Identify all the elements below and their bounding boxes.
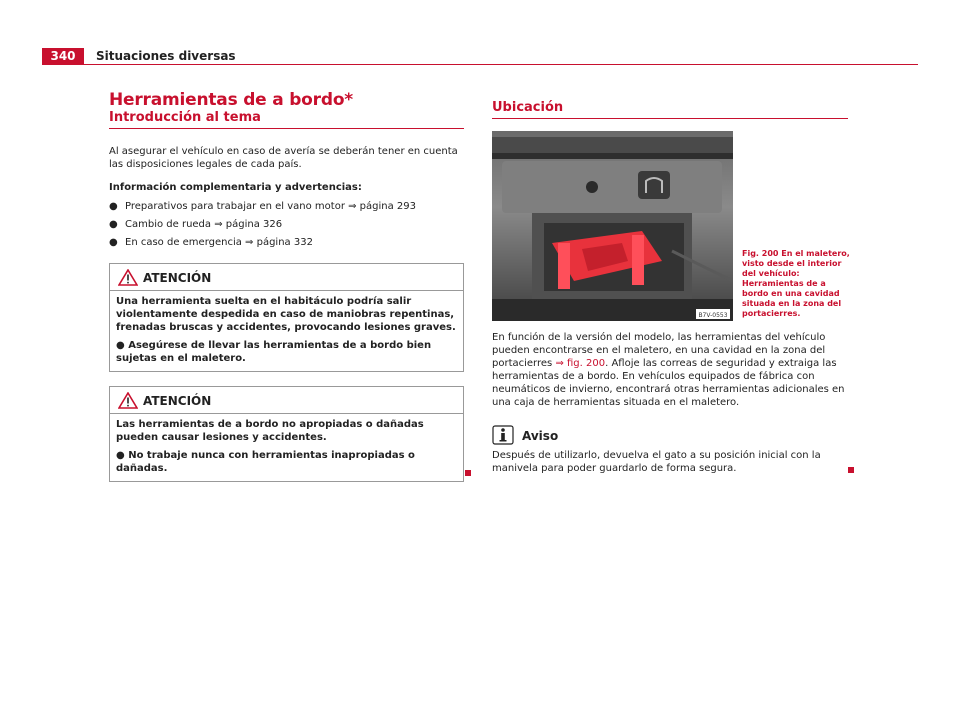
warning-bullet: ● No trabaje nunca con herramientas inapropiadas o dañadas. [116,450,415,474]
warning-box-2 [109,386,464,482]
section-title: Situaciones diversas [96,49,236,63]
list-item[interactable]: ● En caso de emergencia ⇒ página 332 [109,237,313,248]
warning-title: ATENCIÓN [143,271,212,285]
warning-text: Una herramienta suelta en el habitáculo podría salir violentamente despedida en caso de maniobras repentinas, frenadas bruscas y accidentes, provocando lesiones graves. [116,296,456,333]
intro-heading: Introducción al tema [109,110,464,129]
intro-paragraph: Al asegurar el vehículo en caso de avería se deberán tener en cuenta las disposiciones legales de cada país. [109,146,458,170]
bullet-icon: ● [109,219,118,230]
list-item[interactable]: ● Cambio de rueda ⇒ página 326 [109,219,283,230]
note-paragraph: Después de utilizarlo, devuelva el gato a su posición inicial con la manivela para poder guardarlo de forma segura. [492,450,821,474]
section-end-mark [848,467,854,473]
right-column [492,100,848,475]
warning-body [110,291,463,371]
bullet-icon: ● [109,237,118,248]
page-number: 340 [42,48,84,65]
warning-body [110,414,463,481]
figure-caption [742,249,850,319]
location-heading: Ubicación [492,100,848,119]
warning-header [110,387,463,414]
figure-code: B7V-0553 [698,312,728,319]
list-item[interactable]: ● Preparativos para trabajar en el vano motor ⇒ página 293 [109,201,417,212]
figure-reference-link[interactable]: ⇒ fig. 200 [555,358,606,369]
trunk-tools-image [492,131,733,321]
warning-header [110,264,463,291]
note-title: Aviso [522,429,559,443]
warning-bullet: ● Asegúrese de llevar las herramientas de a bordo bien sujetas en el maletero. [116,340,432,364]
warning-box-1 [109,263,464,372]
chapter-title: Herramientas de a bordo* [109,90,353,110]
info-heading: Información complementaria y advertencias: [109,182,362,193]
bullet-icon: ● [109,201,118,212]
warning-triangle-icon [118,269,138,286]
note-header [492,425,848,445]
header-rule [42,64,918,65]
warning-text: Las herramientas de a bordo no apropiadas o dañadas pueden causar lesiones y accidentes. [116,419,424,443]
reference-list [109,200,464,249]
section-end-mark [465,470,471,476]
figure [492,131,848,321]
left-column [109,90,464,482]
figure-caption-text: En el maletero, visto desde el interior del vehículo: Herramientas de a bordo en una cavidad situada en la zona del portacierres. [742,249,850,318]
warning-triangle-icon [118,392,138,409]
info-icon [492,425,514,445]
warning-title: ATENCIÓN [143,394,212,408]
figure-number: Fig. 200 [742,249,779,258]
location-paragraph: En función de la versión del modelo, las herramientas del vehículo pueden encontrarse en el maletero, en una cavidad en la zona del portacierres ⇒ fig. 200. Afloje las correas de seguridad y extraiga las herramientas de a bordo. En vehículos equipados de fábrica con neumáticos de invierno, encontrará otras herramientas adicionales en una caja de herramientas situada en el maletero. [492,332,845,408]
